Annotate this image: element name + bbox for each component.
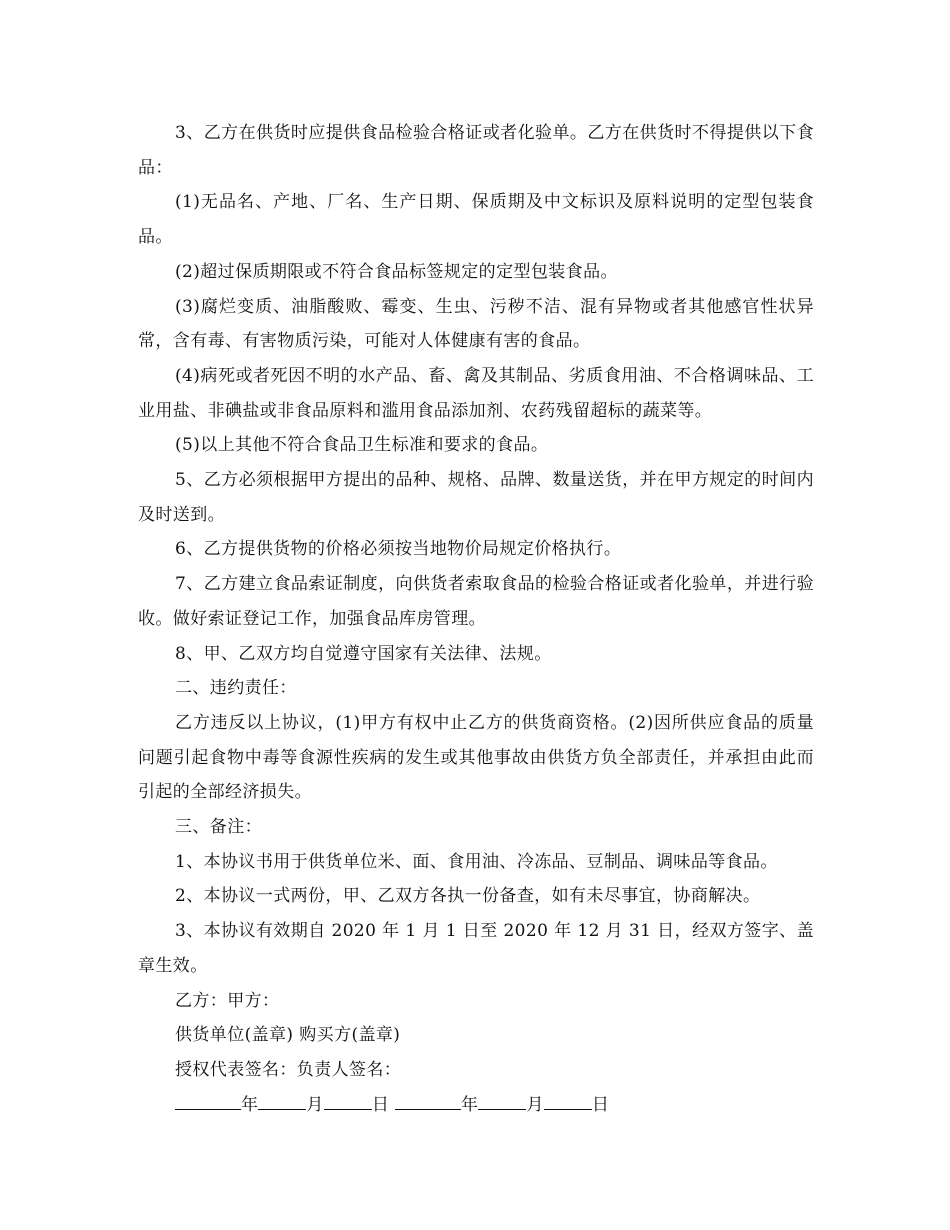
paragraph: (1)无品名、产地、厂名、生产日期、保质期及中文标识及原料说明的定型包装食品。 — [138, 192, 814, 248]
section-heading: 二、违约责任： — [175, 678, 297, 699]
paragraph: (3)腐烂变质、油脂酸败、霉变、生虫、污秽不洁、混有异物或者其他感官性状异常，含有毒、有害物质污染，可能对人体健康有害的食品。 — [138, 296, 814, 352]
section-heading: 三、备注： — [175, 817, 262, 838]
year-label: 年 — [461, 1094, 479, 1115]
year-label: 年 — [241, 1094, 259, 1115]
paragraph: 7、乙方建立食品索证制度，向供货者索取食品的检验合格证或者化验单，并进行验收。做好索证登记工作，加强食品库房管理。 — [138, 574, 814, 629]
paragraph: 3、乙方在供货时应提供食品检验合格证或者化验单。乙方在供货时不得提供以下食品： — [138, 123, 814, 178]
month-label: 月 — [306, 1094, 324, 1115]
paragraph: (5)以上其他不符合食品卫生标准和要求的食品。 — [175, 435, 549, 456]
month-blank — [258, 1089, 306, 1110]
day-label: 日 — [371, 1094, 390, 1115]
day-label: 日 — [591, 1094, 610, 1115]
signature-seals: 供货单位(盖章) 购买方(盖章) — [175, 1025, 401, 1046]
day-blank — [324, 1089, 372, 1110]
paragraph: 3、本协议有效期自 2020 年 1 月 1 日至 2020 年 12 月 31 日，经双方签字、盖章生效。 — [138, 921, 814, 976]
date-line — [138, 1088, 814, 1123]
paragraph: (4)病死或者死因不明的水产品、畜、禽及其制品、劣质食用油、不合格调味品、工业用盐、非碘盐或非食品原料和滥用食品添加剂、农药残留超标的蔬菜等。 — [138, 365, 814, 421]
month-label: 月 — [526, 1094, 544, 1115]
document-body — [138, 116, 814, 1122]
paragraph: 8、甲、乙双方均自觉遵守国家有关法律、法规。 — [175, 643, 552, 664]
signature-parties: 乙方：甲方： — [175, 990, 280, 1011]
paragraph: 2、本协议一式两份，甲、乙双方各执一份备查，如有未尽事宜，协商解决。 — [175, 886, 761, 907]
paragraph: (2)超过保质期限或不符合食品标签规定的定型包装食品。 — [175, 261, 618, 282]
signature-names: 授权代表签名：负责人签名： — [175, 1059, 402, 1080]
month-blank — [478, 1089, 526, 1110]
paragraph: 6、乙方提供货物的价格必须按当地物价局规定价格执行。 — [175, 539, 622, 560]
year-blank — [175, 1089, 241, 1110]
paragraph: 乙方违反以上协议，(1)甲方有权中止乙方的供货商资格。(2)因所供应食品的质量问题引起食物中毒等食源性疾病的发生或其他事故由供货方负全部责任，并承担由此而引起的全部经济损失。 — [138, 712, 814, 803]
day-blank — [544, 1089, 592, 1110]
paragraph: 5、乙方必须根据甲方提出的品种、规格、品牌、数量送货，并在甲方规定的时间内及时送到。 — [138, 470, 814, 525]
paragraph: 1、本协议书用于供货单位米、面、食用油、冷冻品、豆制品、调味品等食品。 — [175, 851, 778, 872]
year-blank — [395, 1089, 461, 1110]
